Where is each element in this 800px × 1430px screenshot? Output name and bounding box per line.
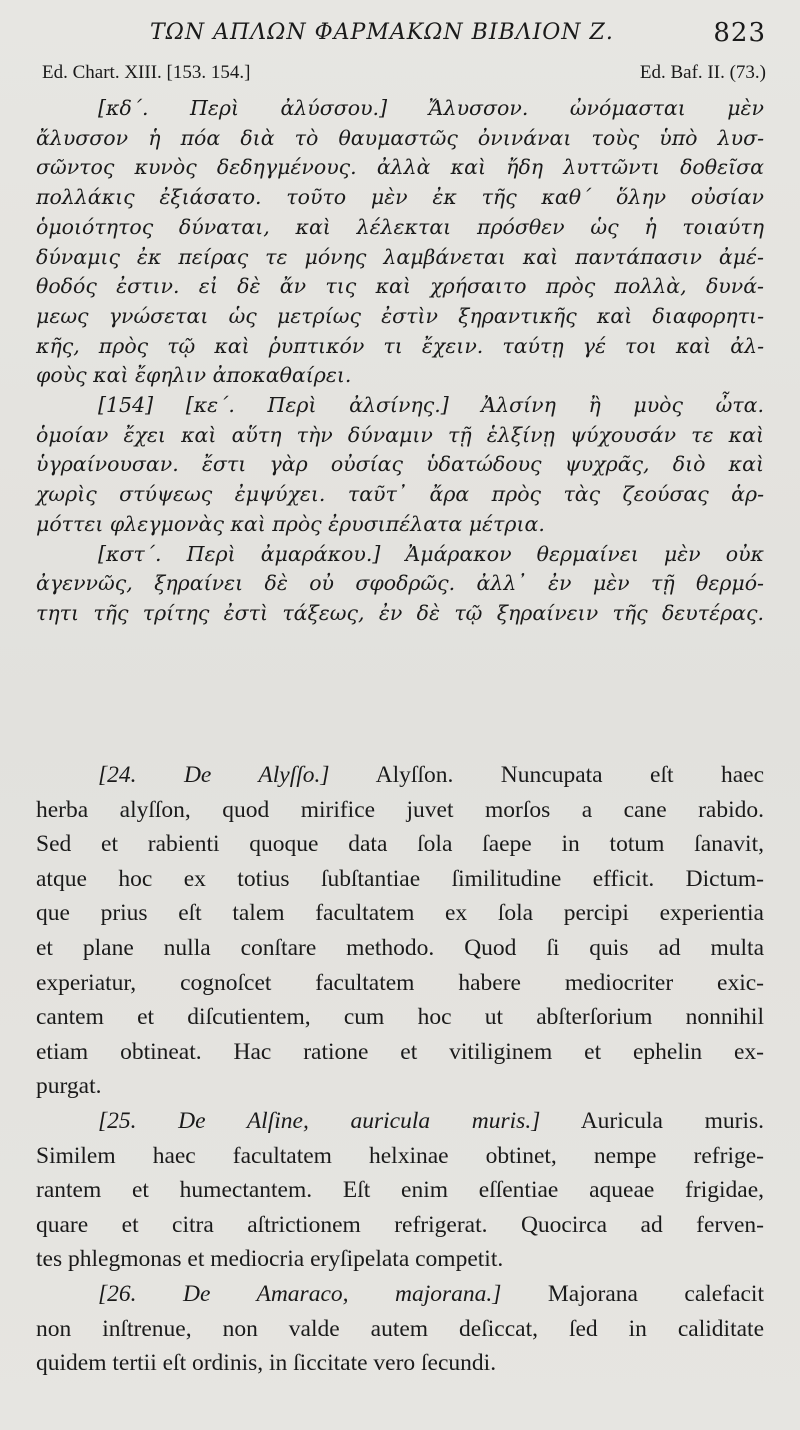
- latin-paragraph-alyssum: [36, 758, 764, 1104]
- latin-line: cantem et diſcutientem, cum hoc ut abſterſorium nonnihil: [36, 1004, 764, 1031]
- latin-line-text: Majorana calefacit: [501, 1280, 764, 1307]
- greek-line: σῶντος κυνὸς δεδηγμένους. ἀλλὰ καὶ ἤδη λυττῶντι δοθεῖσα: [36, 155, 764, 180]
- latin-line: [36, 1104, 764, 1139]
- greek-line: [154] [κε΄. Περὶ ἀλσίνης.] Ἀλσίνη ἢ μυὸς ὦτα.: [98, 393, 764, 418]
- greek-line: μεως γνώσεται ὡς μετρίως ἐστὶν ξηραντικῆς καὶ διαφορητι-: [36, 303, 764, 328]
- latin-paragraph-amaracus: [36, 1277, 764, 1381]
- latin-line: atque hoc ex totius ſubſtantiae ſimilitudine efficit. Dictum-: [36, 865, 764, 892]
- greek-line: φοὺς καὶ ἔφηλιν ἀποκαθαίρει.: [36, 363, 352, 388]
- greek-line: μόττει φλεγμονὰς καὶ πρὸς ἐρυσιπέλατα μέτρια.: [36, 511, 545, 536]
- latin-line: quare et citra aſtrictionem refrigerat. Quocirca ad ferven-: [36, 1211, 764, 1238]
- edition-reference-right: Ed. Baf. II. (73.): [639, 62, 766, 83]
- greek-line: πολλάκις ἐξιάσατο. τοῦτο μὲν ἐκ τῆς καθ΄ ὅλην οὐσίαν: [36, 185, 764, 210]
- latin-line: rantem et humectantem. Eſt enim eſſentiae aqueae frigidae,: [36, 1177, 764, 1204]
- latin-paragraph-alsine: [36, 1104, 764, 1277]
- latin-heading: [25. De Alſine, auricula muris.]: [98, 1107, 541, 1134]
- running-title: ΤΩΝ ΑΠΛΩΝ ΦΑΡΜΑΚΩΝ ΒΙΒΛΙΟΝ Ζ.: [150, 20, 614, 45]
- edition-reference-line: [42, 62, 766, 88]
- latin-line-text: Auricula muris.: [540, 1107, 764, 1134]
- page-number: 823: [713, 18, 766, 48]
- greek-line: ἄλυσσον ἡ πόα διὰ τὸ θαυμαστῶς ὀνινάναι τοὺς ὑπὸ λυσ-: [36, 125, 764, 150]
- latin-line: et plane nulla conſtare methodo. Quod ſi quis ad multa: [36, 934, 764, 961]
- latin-line: experiatur, cognoſcet facultatem habere mediocriter exic-: [36, 969, 764, 996]
- greek-paragraph-alsine: [36, 391, 764, 540]
- latin-line: Similem haec facultatem helxinae obtinet, nempe refrige-: [36, 1142, 764, 1169]
- running-head: [30, 18, 770, 52]
- latin-line: non inſtrenue, non valde autem deſiccat, ſed in caliditate: [36, 1315, 764, 1342]
- latin-line: etiam obtineat. Hac ratione et vitiliginem et ephelin ex-: [36, 1038, 764, 1065]
- latin-line: Sed et rabienti quoque data ſola ſaepe in totum ſanavit,: [36, 831, 764, 858]
- latin-line: quidem tertii eſt ordinis, in ſiccitate vero ſecundi.: [36, 1350, 497, 1377]
- latin-heading: [26. De Amaraco, majorana.]: [98, 1280, 502, 1307]
- greek-line: ὁμοίαν ἔχει καὶ αὕτη τὴν δύναμιν τῇ ἑλξίνῃ ψύχουσάν τε καὶ: [36, 422, 764, 447]
- greek-paragraph-alyssum: [36, 94, 764, 391]
- latin-heading: [24. De Alyſſo.]: [98, 762, 330, 788]
- greek-line: θοδός ἐστιν. εἰ δὲ ἄν τις καὶ χρήσαιτο πρὸς πολλὰ, δυνά-: [36, 274, 764, 299]
- greek-line: κῆς, πρὸς τῷ καὶ ῥυπτικόν τι ἔχειν. ταύτῃ γέ τοι καὶ ἀλ-: [36, 333, 764, 358]
- latin-line: que prius eſt talem facultatem ex ſola percipi experientia: [36, 900, 764, 927]
- greek-paragraph-amaracus: [36, 540, 764, 629]
- greek-line: τητι τῆς τρίτης ἐστὶ τάξεως, ἐν δὲ τῷ ξηραίνειν τῆς δευτέρας.: [36, 600, 764, 625]
- greek-line: [κστ΄. Περὶ ἀμαράκου.] Ἀμάρακον θερμαίνει μὲν οὐκ: [98, 541, 764, 566]
- latin-text-block: [36, 758, 764, 1381]
- greek-line: ὁμοιότητος δύναται, καὶ λέλεκται πρόσθεν ὡς ἡ τοιαύτη: [36, 214, 764, 239]
- latin-line: purgat.: [36, 1073, 102, 1100]
- greek-line: [κδ΄. Περὶ ἀλύσσου.] Ἄλυσσον. ὠνόμασται μὲν: [98, 96, 764, 120]
- greek-line: δύναμις ἐκ πείρας τε μόνης λαμβάνεται καὶ παντάπασιν ἀμέ-: [36, 244, 764, 269]
- latin-line: [36, 1277, 764, 1312]
- edition-reference-left: Ed. Chart. XIII. [153. 154.]: [42, 62, 251, 83]
- greek-line: ἀγεννῶς, ξηραίνει δὲ οὐ σφοδρῶς. ἀλλ᾽ ἐν μὲν τῇ θερμό-: [36, 571, 764, 596]
- latin-line: tes phlegmonas et mediocria eryſipelata competit.: [36, 1246, 504, 1273]
- greek-line: χωρὶς στύψεως ἐμψύχει. ταῦτ᾽ ἄρα πρὸς τὰς ζεούσας ἁρ-: [36, 482, 764, 507]
- greek-line: ὑγραίνουσαν. ἔστι γὰρ οὐσίας ὑδατώδους ψυχρᾶς, διὸ καὶ: [36, 452, 764, 477]
- greek-text-block: [36, 94, 764, 629]
- latin-line: herba alyſſon, quod mirifice juvet morſos a cane rabido.: [36, 796, 764, 823]
- latin-line: [36, 758, 764, 793]
- latin-line-text: Alyſſon. Nuncupata eſt haec: [329, 762, 764, 788]
